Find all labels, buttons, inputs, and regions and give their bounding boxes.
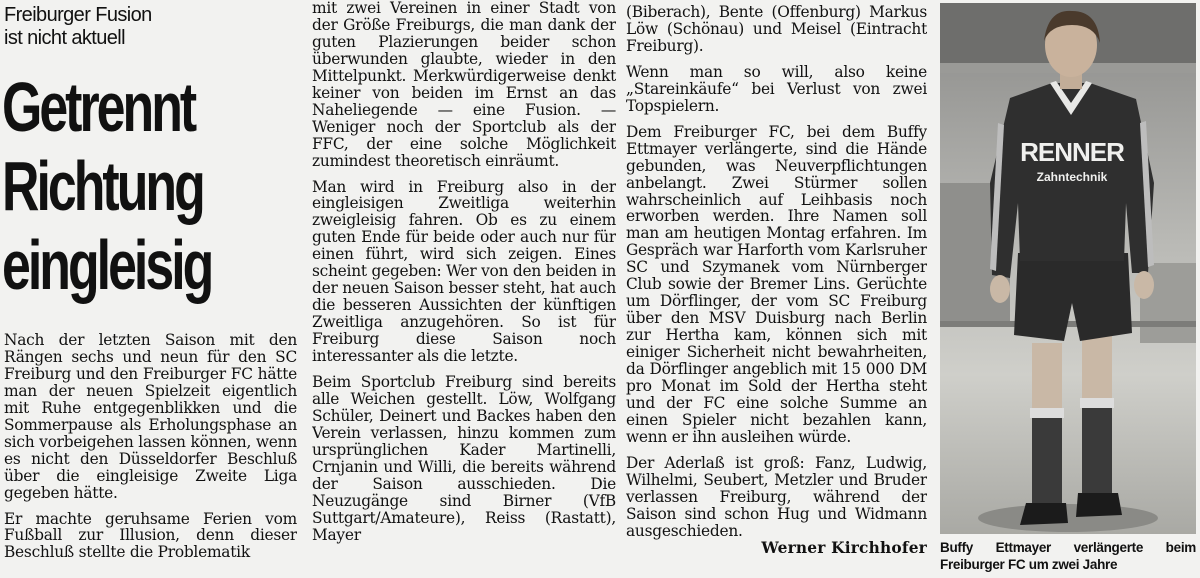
paragraph: Dem Freiburger FC, bei dem Buffy Ettmayer verlängerte, sind die Hände gebunden, was Neuverpflichtungen anbelangt. Zwei Stürmer sollen wahrscheinlich auf Leihbasis noch erworben werden. Ihre Namen soll man am heutigen Montag erfahren. Im Gespräch war Harforth vom Karlsruher SC und Szymanek vom Nürnberger Club sowie der Bremer Lins. Gerüchte um Dörflinger, der vom SC Freiburg über den MSV Duisburg nach Berlin zur Hertha kam, können sich mit einiger Sicherheit nicht bewahrheiten, da Dörflinger angeblich mit 15 000 DM pro Monat im Sold der Hertha steht und der FC eine solche Summe an einen Spieler nicht bezahlen kann, wenn er ihn ausleihen würde. xyxy=(626,122,927,446)
player-photo xyxy=(940,3,1196,534)
jersey-subtext: Zahntechnik xyxy=(1036,170,1108,184)
article-headline xyxy=(2,68,211,305)
author-byline: Werner Kirchhofer xyxy=(761,538,927,557)
caption-line-2: Freiburger FC um zwei Jahre xyxy=(940,557,1118,572)
paragraph: Nach der letzten Saison mit den Rängen sechs und neun für den SC Freiburg und den Freiburger FC hätte man der neuen Spielzeit eigentlich mit Ruhe entgegenblikken und die Sommerpause als Erholungsphase an sich vorbeigehen lassen können, wenn es nicht den Düsseldorfer Beschluß über die eingleisige Zweite Liga gegeben hätte. xyxy=(4,332,297,502)
article-column-2 xyxy=(312,0,616,578)
headline-line-2: Richtung xyxy=(2,147,203,225)
paragraph: Er machte geruhsame Ferien vom Fußball zur Illusion, denn dieser Beschluß stellte die Problematik xyxy=(4,509,297,562)
photo-caption xyxy=(940,539,1196,573)
paragraph: mit zwei Vereinen in einer Stadt von der Größe Freiburgs, die man dank der guten Plazierungen beider schon überwunden glaubte, wieder in den Mittelpunkt. Merkwürdigerweise denkt keiner von beiden im Ernst an das Naheliegende — eine Fusion. — Weniger noch der Sportclub als der FFC, der eine solche Möglichkeit zumindest theoretisch einräumt. xyxy=(312,0,616,170)
headline-line-1: Getrennt xyxy=(2,68,195,146)
caption-line-1: Buffy Ettmayer verlängerte beim xyxy=(940,540,1196,555)
paragraph: Wenn man so will, also keine „Stareinkäufe“ bei Verlust von zwei Topspielern. xyxy=(626,62,927,115)
kicker-line-1: Freiburger Fusion xyxy=(4,4,152,26)
jersey-sponsor: RENNER xyxy=(1020,137,1124,167)
article-column-1 xyxy=(4,332,297,578)
paragraph: Der Aderlaß ist groß: Fanz, Ludwig, Wilhelmi, Seubert, Metzler und Bruder verlassen Freiburg, während der Saison sind schon Hug und Widmann ausgeschieden. xyxy=(626,453,927,540)
article-kicker xyxy=(4,4,152,50)
paragraph: (Biberach), Bente (Offenburg) Markus Löw (Schönau) und Meisel (Eintracht Freiburg). xyxy=(626,4,927,55)
headline-line-3: eingleisig xyxy=(2,226,212,304)
kicker-line-2: ist nicht aktuell xyxy=(4,27,125,49)
paragraph: Man wird in Freiburg also in der eingleisigen Zweitliga weiterhin zweigleisig fahren. Ob es zu einem guten Ende für beide oder auch nur für einen führt, wird sich zeigen. Eines scheint gegeben: Wer von den beiden in der neuen Saison besser steht, hat auch die besseren Aussichten der künftigen Zweitliga anzugehören. So ist für Freiburg diese Saison noch interessanter als die letzte. xyxy=(312,177,616,366)
article-column-3 xyxy=(626,4,927,578)
paragraph: Beim Sportclub Freiburg sind bereits alle Weichen gestellt. Löw, Wolfgang Schüler, Deinert und Backes haben den Verein verlassen, hinzu kommen zum ursprünglichen Kader Martinelli, Crnjanin und Willi, die bereits während der Saison ausschieden. Die Neuzugänge sind Birner (VfB Suttgart/Amateure), Reiss (Rastatt), Mayer xyxy=(312,373,616,544)
